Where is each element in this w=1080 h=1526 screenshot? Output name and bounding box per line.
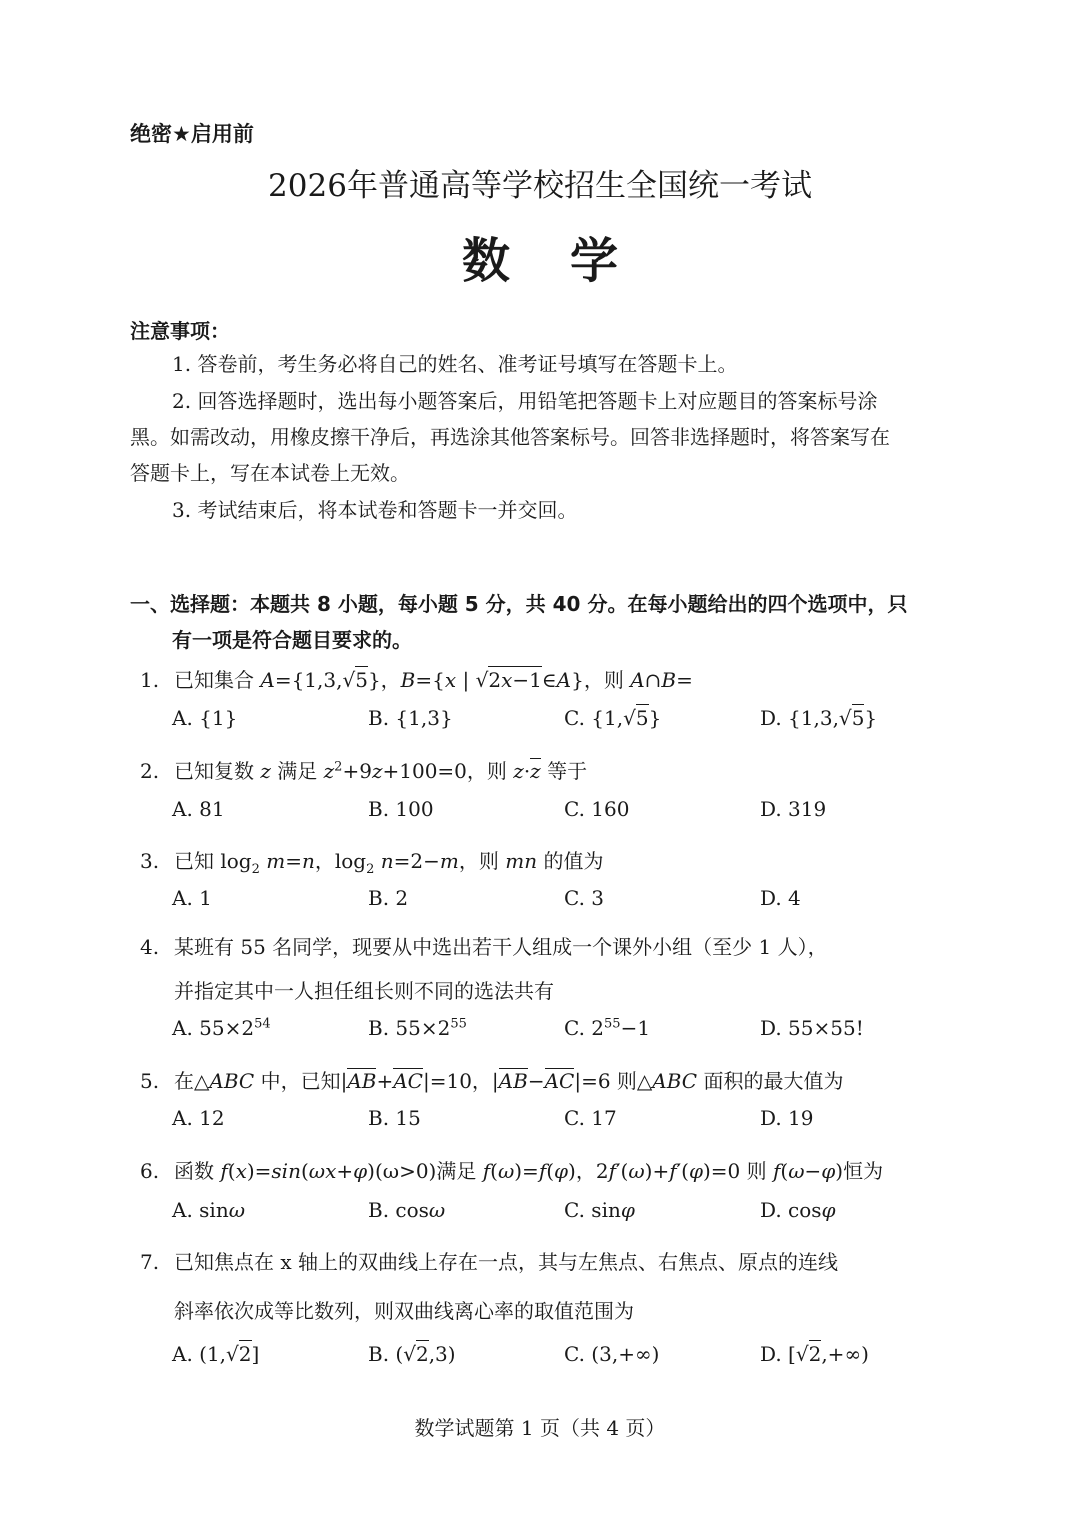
q6-option-b: B. cosω: [368, 1198, 446, 1222]
q1-option-a: A. {1}: [172, 706, 238, 730]
q6-option-d: D. cosφ: [760, 1198, 836, 1222]
q5-option-b: B. 15: [368, 1106, 421, 1130]
q2-option-c: C. 160: [564, 797, 630, 821]
q5-option-a: A. 12: [172, 1106, 225, 1130]
note-2-cont: 黑。如需改动，用橡皮擦干净后，再选涂其他答案标号。回答非选择题时，将答案写在: [130, 425, 890, 449]
q1-option-c: C. {1,√5}: [564, 706, 662, 730]
q6-option-c: C. sinφ: [564, 1198, 635, 1222]
q1-option-d: D. {1,3,√5}: [760, 706, 878, 730]
q4-option-c: C. $2^{55}-1$: [564, 1016, 651, 1040]
q7-option-c: C. (3,+∞): [564, 1342, 660, 1366]
note-2-cont2: 答题卡上，写在本试卷上无效。: [130, 461, 410, 485]
question-6: 6. 函数 f(x)=sin(ωx+φ)(ω>0)满足 f(ω)=f(φ)，2f′(ω)+f′(φ)=0 则 f(ω−φ)恒为: [140, 1159, 884, 1183]
q1-option-b: B. {1,3}: [368, 706, 453, 730]
section-heading: 一、选择题：本题共 8 小题，每小题 5 分，共 40 分。在每小题给出的四个选项中，只: [130, 592, 908, 616]
question-number: 1.: [140, 668, 160, 692]
q2-option-b: B. 100: [368, 797, 434, 821]
q4-option-a: A. $55\times 2^{54}$: [172, 1016, 271, 1040]
q2-option-a: A. 81: [172, 797, 225, 821]
question-4-cont: 并指定其中一人担任组长则不同的选法共有: [174, 979, 554, 1003]
confidential-label: 绝密★启用前: [130, 122, 254, 146]
q3-option-b: B. 2: [368, 886, 409, 910]
question-2: 2. 已知复数 z 满足 $z^2+9z+100=0$，则 z·z 等于: [140, 759, 588, 783]
q4-option-b: B. $55\times 2^{55}$: [368, 1016, 467, 1040]
q7-option-a: A. (1,√2]: [172, 1342, 260, 1366]
notes-heading: 注意事项：: [130, 319, 230, 343]
note-3: 3. 考试结束后，将本试卷和答题卡一并交回。: [172, 498, 578, 522]
q3-option-a: A. 1: [172, 886, 212, 910]
question-4: 4. 某班有 55 名同学，现要从中选出若干人组成一个课外小组（至少 1 人），: [140, 935, 828, 959]
exam-title: 2026年普通高等学校招生全国统一考试: [268, 168, 812, 204]
question-7-cont: 斜率依次成等比数列，则双曲线离心率的取值范围为: [174, 1299, 634, 1323]
q7-option-b: B. (√2,3): [368, 1342, 456, 1366]
q5-option-c: C. 17: [564, 1106, 617, 1130]
q3-option-c: C. 3: [564, 886, 605, 910]
q7-option-d: D. [√2,+∞): [760, 1342, 869, 1366]
subject-title: 数学: [461, 233, 678, 289]
page-footer: 数学试题第 1 页（共 4 页）: [414, 1416, 666, 1440]
question-5: 5. 在△ABC 中，已知|AB+AC|=10，|AB−AC|=6 则△ABC 面积的最大值为: [140, 1069, 844, 1093]
note-2: 2. 回答选择题时，选出每小题答案后，用铅笔把答题卡上对应题目的答案标号涂: [172, 389, 878, 413]
section-heading-cont: 有一项是符合题目要求的。: [172, 628, 412, 652]
q6-option-a: A. sinω: [172, 1198, 246, 1222]
question-7: 7. 已知焦点在 x 轴上的双曲线上存在一点，其与左焦点、右焦点、原点的连线: [140, 1250, 838, 1274]
question-3: 3. 已知 $\log_2 m=n$，$\log_2 n=2-m$，则 mn 的值为: [140, 849, 604, 877]
note-1: 1. 答卷前，考生务必将自己的姓名、准考证号填写在答题卡上。: [172, 352, 738, 376]
q5-option-d: D. 19: [760, 1106, 814, 1130]
question-1: 1. 已知集合 A={1,3,√5}，B={x | √2x−1∈A}，则 A∩B=: [140, 668, 693, 692]
q3-option-d: D. 4: [760, 886, 801, 910]
q2-option-d: D. 319: [760, 797, 827, 821]
q4-option-d: D. 55×55!: [760, 1016, 864, 1040]
